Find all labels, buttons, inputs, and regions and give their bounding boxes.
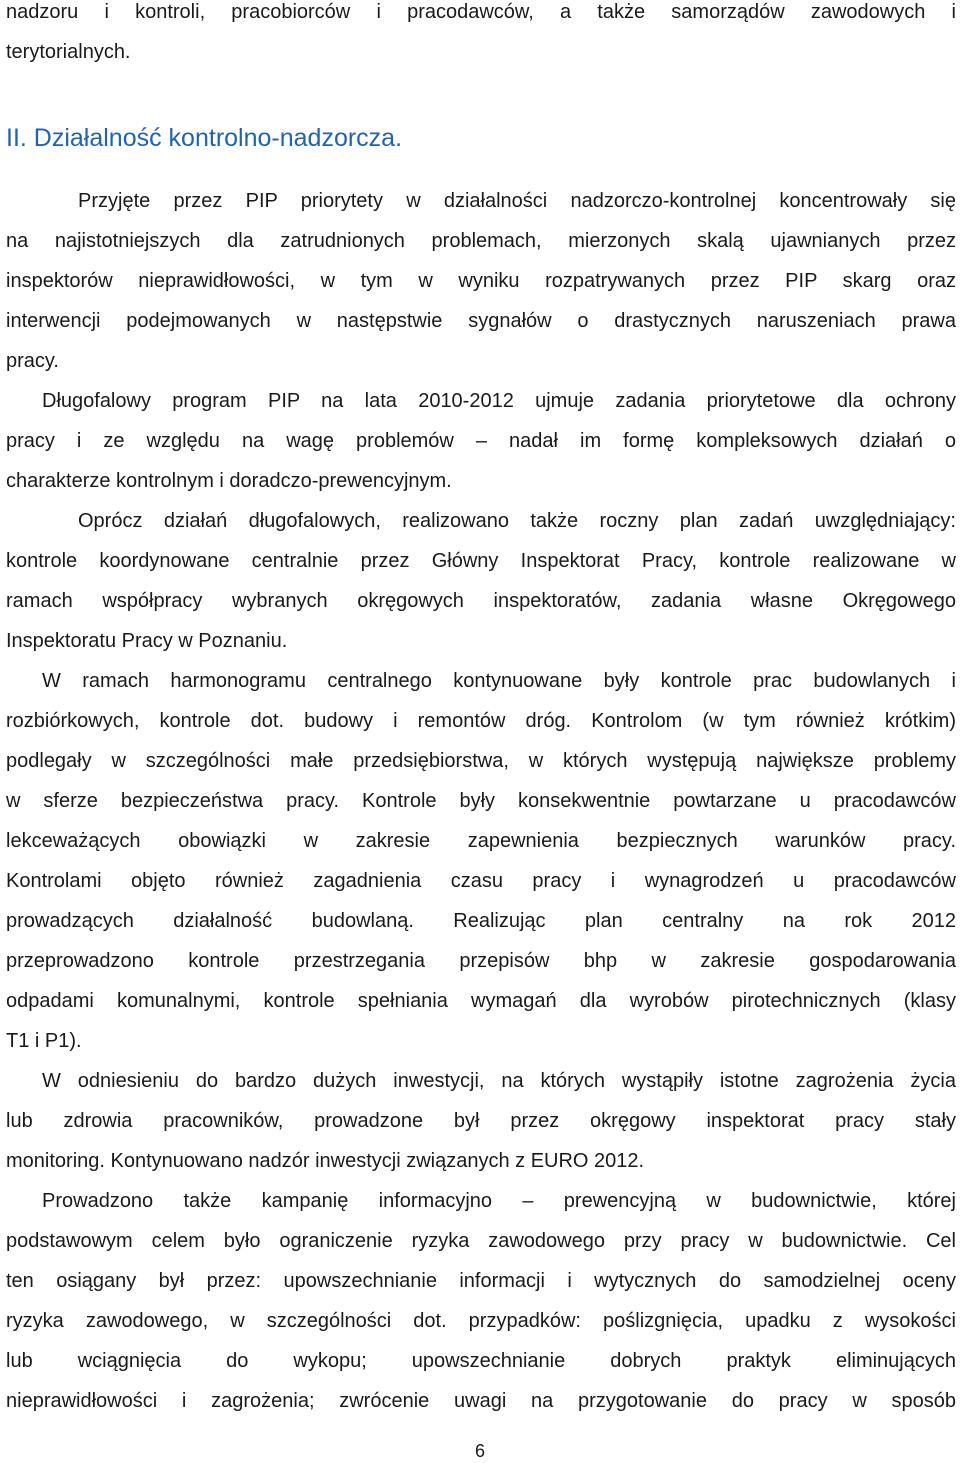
text-line: lub zdrowia pracowników, prowadzone był przez okręgowy inspektorat pracy stały	[6, 1110, 956, 1132]
text-line: T1 i P1).	[6, 1030, 82, 1052]
text-line: odpadami komunalnymi, kontrole spełniania wymagań dla wyrobów pirotechnicznych (klasy	[6, 990, 956, 1012]
text-line: na najistotniejszych dla zatrudnionych problemach, mierzonych skalą ujawnianych przez	[6, 230, 956, 252]
text-line: podlegały w szczególności małe przedsiębiorstwa, w których występują największe problemy	[6, 750, 956, 772]
text-line: nieprawidłowości i zagrożenia; zwrócenie uwagi na przygotowanie do pracy w sposób	[6, 1390, 956, 1412]
text-line: ryzyka zawodowego, w szczególności dot. przypadków: poślizgnięcia, upadku z wysokości	[6, 1310, 956, 1332]
text-line: interwencji podejmowanych w następstwie sygnałów o drastycznych naruszeniach prawa	[6, 310, 956, 332]
text-line: Kontrolami objęto również zagadnienia czasu pracy i wynagrodzeń u pracodawców	[6, 870, 956, 892]
text-line: podstawowym celem było ograniczenie ryzyka zawodowego przy pracy w budownictwie. Cel	[6, 1230, 956, 1252]
text-line: inspektorów nieprawidłowości, w tym w wyniku rozpatrywanych przez PIP skarg oraz	[6, 270, 956, 292]
text-line: Przyjęte przez PIP priorytety w działalności nadzorczo-kontrolnej koncentrowały się	[78, 190, 956, 212]
text-line: lub wciągnięcia do wykopu; upowszechnianie dobrych praktyk eliminujących	[6, 1350, 956, 1372]
text-line: Prowadzono także kampanię informacyjno – prewencyjną w budownictwie, której	[42, 1190, 956, 1212]
text-line: lekceważących obowiązki w zakresie zapewnienia bezpiecznych warunków pracy.	[6, 830, 956, 852]
text-line: monitoring. Kontynuowano nadzór inwestycji związanych z EURO 2012.	[6, 1150, 645, 1172]
text-line: nadzoru i kontroli, pracobiorców i pracodawców, a także samorządów zawodowych i	[6, 1, 956, 23]
section-heading: II. Działalność kontrolno-nadzorcza.	[6, 124, 403, 152]
text-line: Inspektoratu Pracy w Poznaniu.	[6, 630, 288, 652]
text-line: ramach współpracy wybranych okręgowych inspektoratów, zadania własne Okręgowego	[6, 590, 956, 612]
text-line: charakterze kontrolnym i doradczo-prewencyjnym.	[6, 470, 452, 492]
text-line: pracy i ze względu na wagę problemów – nadał im formę kompleksowych działań o	[6, 430, 956, 452]
text-line: prowadzących działalność budowlaną. Realizując plan centralny na rok 2012	[6, 910, 956, 932]
text-line: terytorialnych.	[6, 41, 131, 63]
page-number: 6	[474, 1441, 485, 1461]
text-line: W ramach harmonogramu centralnego kontynuowane były kontrole prac budowlanych i	[42, 670, 956, 692]
text-line: w sferze bezpieczeństwa pracy. Kontrole były konsekwentnie powtarzane u pracodawców	[6, 790, 956, 812]
text-line: kontrole koordynowane centralnie przez Główny Inspektorat Pracy, kontrole realizowane w	[6, 550, 956, 572]
text-line: Długofalowy program PIP na lata 2010-2012 ujmuje zadania priorytetowe dla ochrony	[42, 390, 956, 412]
text-line: przeprowadzono kontrole przestrzegania przepisów bhp w zakresie gospodarowania	[6, 950, 956, 972]
text-line: Oprócz działań długofalowych, realizowano także roczny plan zadań uwzględniający:	[78, 510, 956, 532]
text-line: W odniesieniu do bardzo dużych inwestycji, na których wystąpiły istotne zagrożenia życia	[42, 1070, 956, 1092]
text-line: ten osiągany był przez: upowszechnianie informacji i wytycznych do samodzielnej oceny	[6, 1270, 956, 1292]
text-line: rozbiórkowych, kontrole dot. budowy i remontów dróg. Kontrolom (w tym również krótkim)	[6, 710, 956, 732]
text-line: pracy.	[6, 350, 59, 372]
